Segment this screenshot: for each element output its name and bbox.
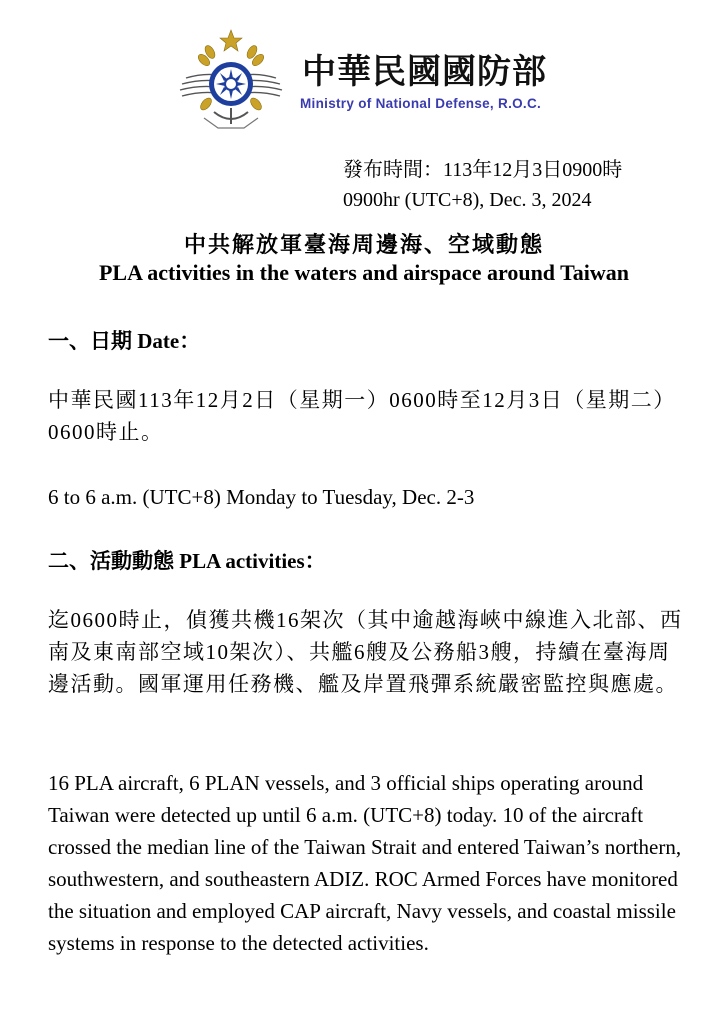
- org-name-en: Ministry of National Defense, R.O.C.: [300, 96, 542, 111]
- release-time-zh: 發布時間：113年12月3日0900時: [343, 159, 623, 181]
- section-activities-text-zh: 迄0600時止，偵獲共機16架次（其中逾越海峽中線進入北部、西南及東南部空域10架次）、共艦6艘及公務船3艘，持續在臺海周邊活動。國軍運用任務機、艦及岸置飛彈系統嚴密監控與應處。: [48, 608, 683, 696]
- org-name-zh: 中華民國國防部: [302, 52, 547, 92]
- ministry-emblem-icon: [166, 26, 296, 134]
- section-activities-heading: 二、活動動態 PLA activities：: [48, 549, 326, 573]
- title-zh: 中共解放軍臺海周邊海、空域動態: [183, 232, 544, 257]
- section-activities-text-en: 16 PLA aircraft, 6 PLAN vessels, and 3 official ships operating around Taiwan were detected up until 6 a.m. (UTC+8) today. 10 of the aircraft crossed the median line of the Taiwan Strait and entered Taiwan’s northern, southwestern, and southeastern ADIZ. ROC Armed Forces have monitored the situation and employed CAP aircraft, Navy vessels, and coastal missile systems in response to the detected activities.: [48, 771, 682, 955]
- release-time: [343, 155, 622, 215]
- title-en: PLA activities in the waters and airspace around Taiwan: [98, 260, 630, 285]
- release-time-en: 0900hr (UTC+8), Dec. 3, 2024: [343, 189, 592, 211]
- section-date-text-en: 6 to 6 a.m. (UTC+8) Monday to Tuesday, Dec. 2-3: [48, 485, 475, 509]
- section-date-heading: 一、日期 Date：: [48, 329, 201, 353]
- section-date-text-zh: 中華民國113年12月2日（星期一）0600時至12月3日（星期二）0600時止。: [48, 388, 676, 444]
